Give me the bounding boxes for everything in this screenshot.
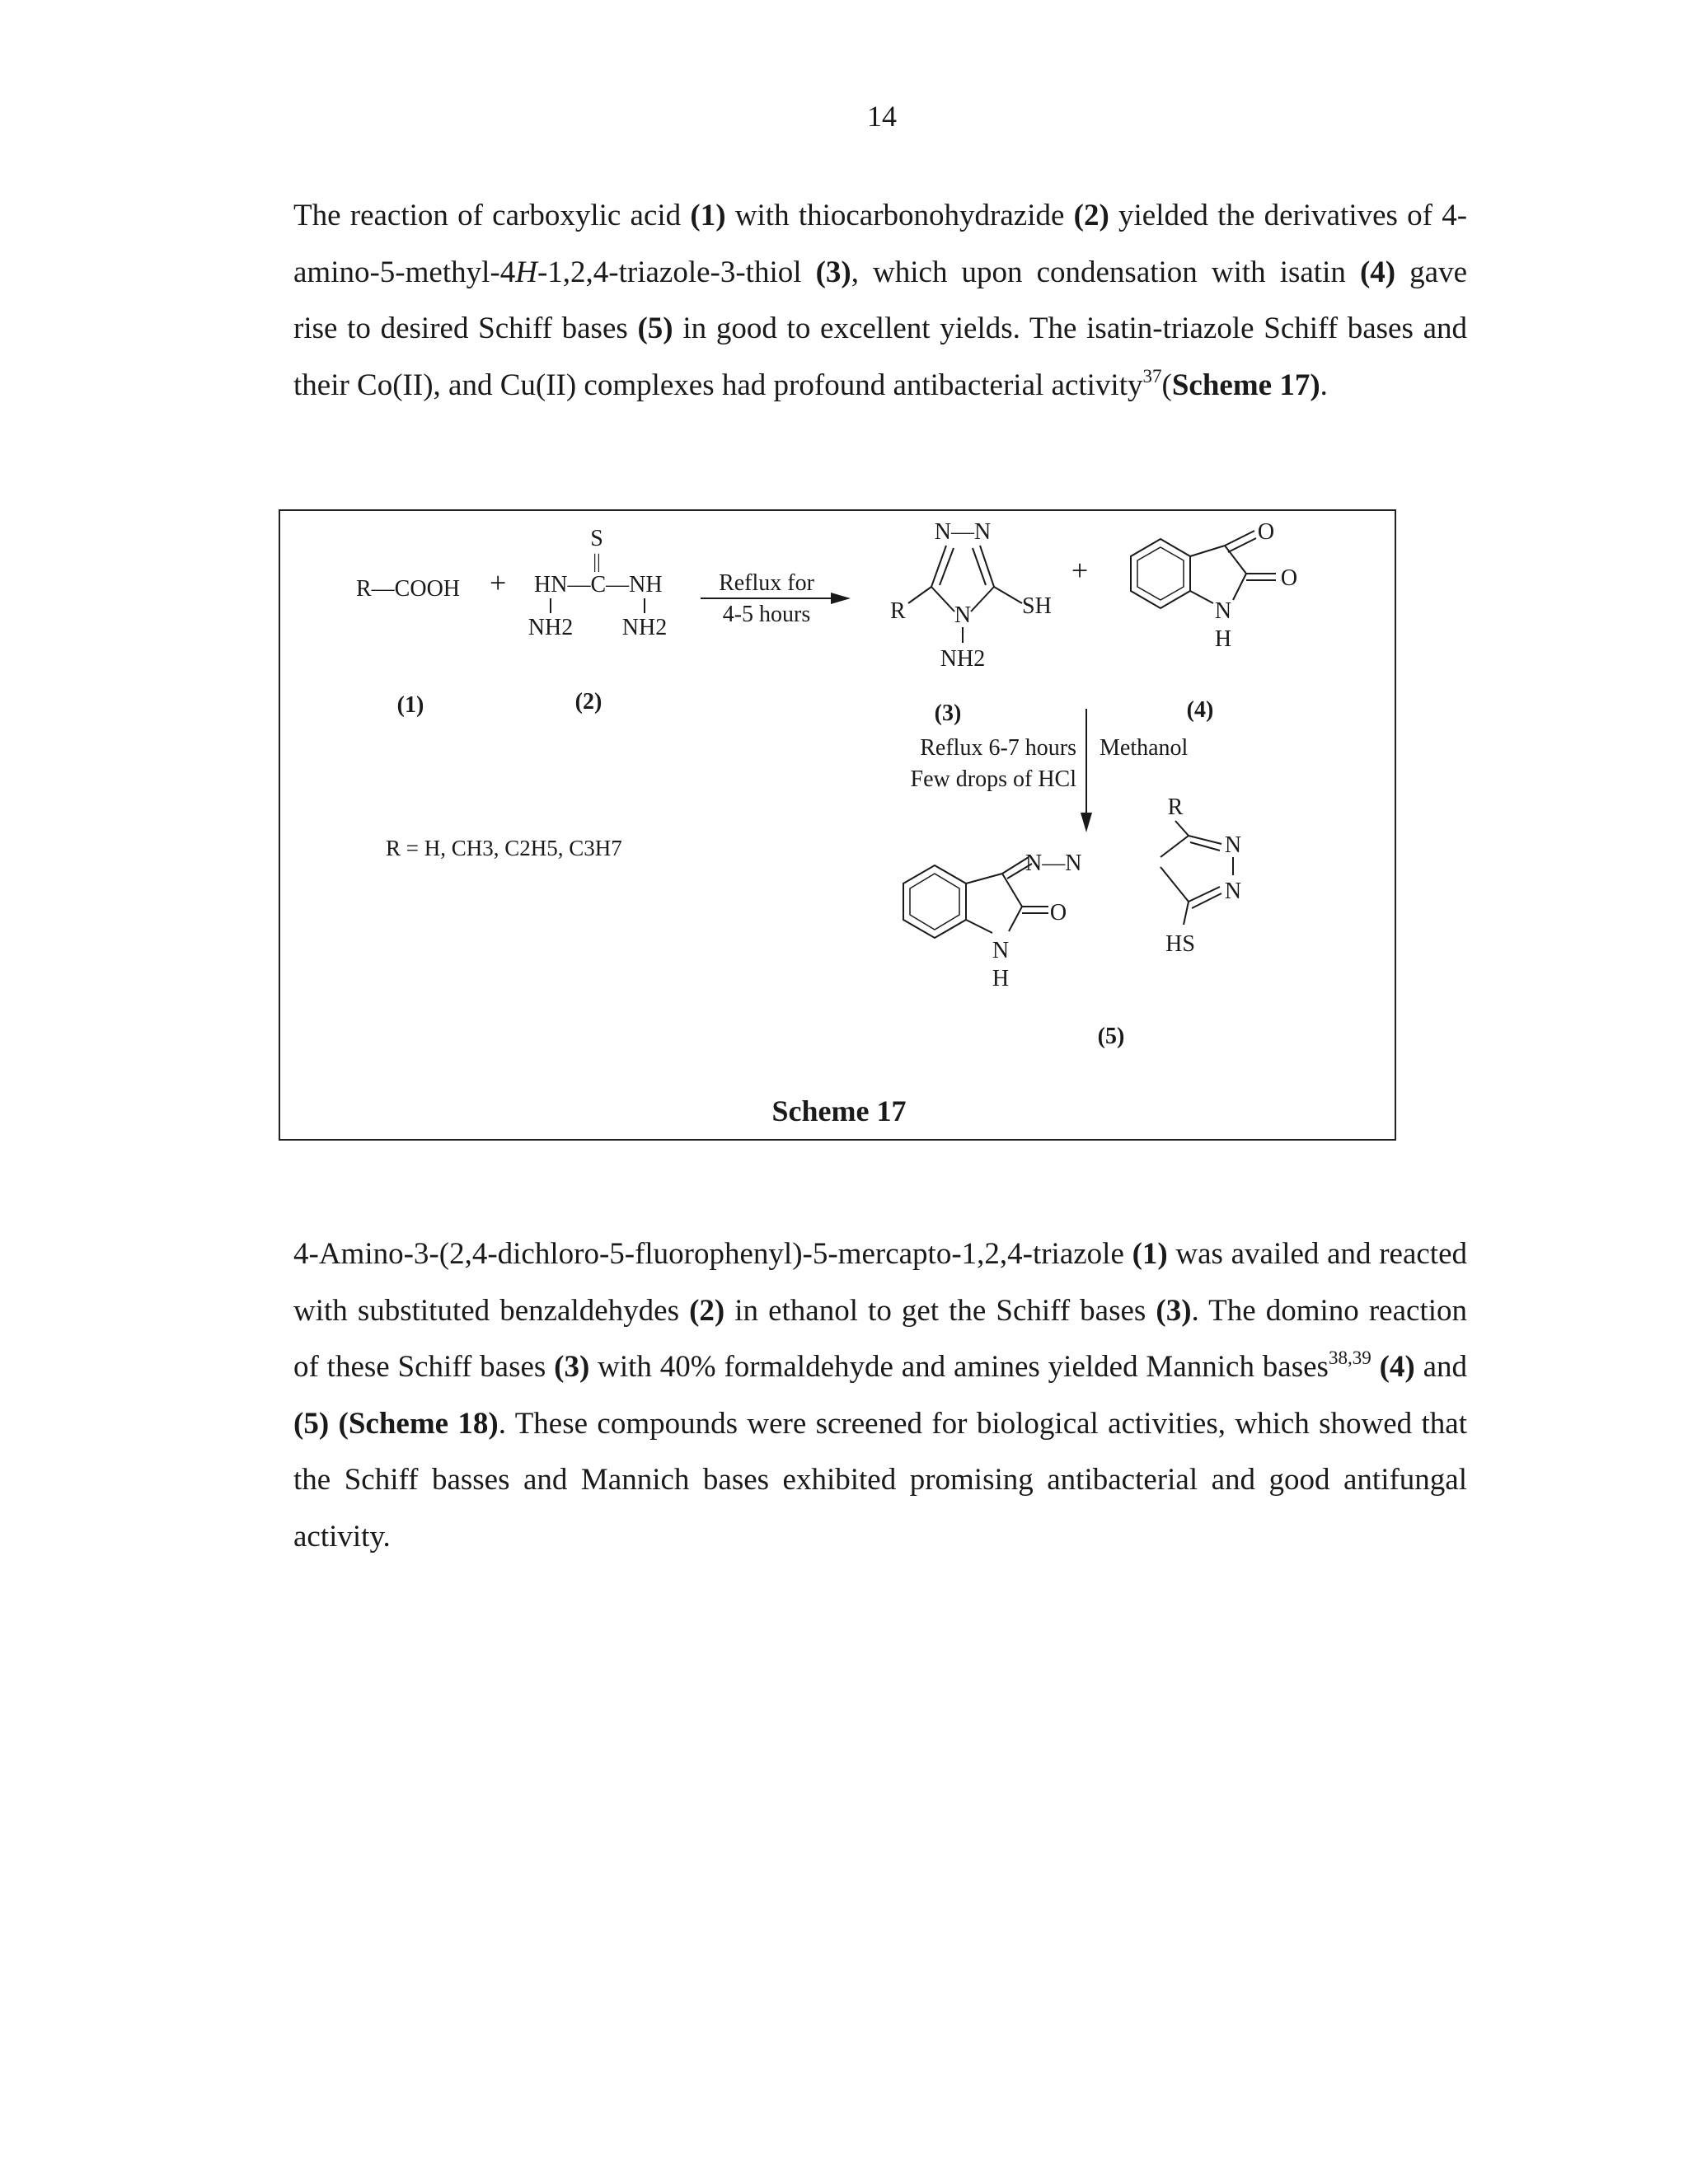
scheme-17-figure (279, 509, 1396, 1141)
benzene-inner-ring (1137, 547, 1184, 600)
substituent-r: R (890, 598, 906, 624)
condition-text: 4-5 hours (722, 602, 811, 627)
bond-line (1184, 902, 1189, 925)
text-run: gave rise to desired Schiff bases (293, 255, 1467, 345)
bond-line (1189, 887, 1220, 902)
thio-sulfur: S (590, 526, 603, 551)
bond-line (908, 587, 931, 603)
text-run: with 40% formaldehyde and amines yielded Mannich bases (589, 1350, 1329, 1384)
text-run: with thiocarbonohydrazide (725, 199, 1074, 232)
thio-chain: HN—C—NH (534, 572, 663, 598)
bond-line (1175, 821, 1189, 836)
isatin-nitrogen: N (1214, 598, 1232, 624)
condition-text: Reflux 6-7 hours (920, 735, 1076, 761)
text-run: ( (1161, 368, 1172, 402)
amine-group: NH2 (621, 615, 668, 640)
triazole-nitrogen: N (1224, 832, 1242, 858)
text-run: was availed and reacted with substituted benzaldehydes (293, 1237, 1467, 1328)
scheme-17-diagram (280, 511, 1398, 1142)
triazole-nitrogen: N (1224, 879, 1242, 904)
bond-line (1160, 867, 1189, 902)
text-run (1372, 1350, 1380, 1384)
text-run: . These compounds were screened for biological activities, which showed that the Schiff basses and Mannich bases exhibited promising antibacterial and good antifungal activity. (293, 1406, 1467, 1554)
bond-line (1233, 574, 1246, 600)
page-number: 14 (867, 100, 897, 133)
bond-line (980, 546, 994, 587)
compound-ref: (1) (1132, 1237, 1168, 1271)
compound-ref: (4) (1359, 255, 1396, 289)
condition-text: Reflux for (719, 570, 814, 596)
scheme-ref: (Scheme 18) (338, 1406, 499, 1441)
amine-group: NH2 (940, 646, 986, 672)
text-run (329, 1407, 338, 1441)
bond-line (1228, 538, 1256, 552)
arrow-head (1081, 813, 1092, 832)
bond-line (940, 548, 954, 585)
compound-ref: (3) (1156, 1293, 1192, 1328)
text-run: in good to excellent yields. The isatin-triazole Schiff bases and their Co(II), and Cu(II) complexes had profound antibacterial activity (293, 312, 1467, 402)
text-run: 4-Amino-3-(2,4-dichloro-5-fluorophenyl)-5-mercapto-1,2,4-triazole (293, 1237, 1132, 1271)
bond-line (1009, 907, 1022, 931)
bond-line (1190, 591, 1213, 603)
bond-line (1192, 893, 1221, 908)
carbonyl-oxygen: O (1280, 565, 1298, 591)
compound-ref: (3) (815, 255, 851, 289)
citation-ref: 38,39 (1328, 1347, 1372, 1368)
text-run: . (1320, 368, 1328, 402)
compound-label-5: (5) (1097, 1024, 1125, 1049)
product-hydrogen: H (992, 966, 1010, 991)
carbonyl-oxygen: O (1049, 900, 1067, 926)
compound-label-4: (4) (1186, 697, 1214, 723)
bond-line (1225, 531, 1254, 546)
imine-link: N—N (1025, 851, 1082, 876)
plus-sign: + (1071, 554, 1089, 587)
bond-line (966, 874, 1002, 883)
bond-line (994, 587, 1022, 603)
text-run: The reaction of carboxylic acid (293, 199, 691, 232)
paragraph-scheme-18 (293, 1226, 1467, 1565)
text-run: , which upon condensation with isatin (851, 255, 1360, 289)
benzene-ring (1131, 539, 1190, 608)
carboxylic-acid: R—COOH (356, 576, 461, 602)
compound-ref: (3) (554, 1350, 590, 1384)
bond-line (1190, 842, 1220, 851)
text-run: in ethanol to get the Schiff bases (724, 1293, 1156, 1328)
bond-line (1190, 546, 1225, 556)
bond-line (966, 920, 992, 933)
bond-line (1160, 836, 1189, 857)
text-run: -1,2,4-triazole-3-thiol (537, 255, 816, 289)
citation-ref: 37 (1142, 365, 1162, 387)
benzene-ring (903, 865, 966, 938)
condition-text: Few drops of HCl (910, 766, 1076, 792)
paragraph-scheme-17 (293, 188, 1467, 414)
product-nitrogen: N (992, 938, 1010, 963)
text-run: yielded the derivatives of 4-amino-5-methyl-4 (293, 199, 1468, 289)
bond-line (971, 587, 994, 612)
bond-line (973, 548, 986, 585)
compound-ref: (5) (637, 312, 673, 345)
thio-double-bond: || (593, 551, 601, 573)
compound-ref: (2) (1073, 199, 1109, 232)
compound-ref: (2) (689, 1293, 725, 1328)
condition-text: Methanol (1100, 735, 1189, 761)
thiol-group: HS (1165, 931, 1195, 957)
scheme-ref: Scheme 17) (1171, 368, 1320, 402)
benzene-inner-ring (910, 874, 959, 930)
amine-group: NH2 (528, 615, 574, 640)
bond-line (931, 587, 954, 612)
carbonyl-oxygen: O (1257, 519, 1275, 545)
compound-ref: (5) (293, 1406, 330, 1441)
bond-line (1002, 874, 1022, 907)
bond-line (931, 546, 946, 587)
triazole-nitrogen: N (954, 602, 972, 628)
italic-text: H (515, 255, 537, 289)
compound-ref: (4) (1379, 1350, 1415, 1384)
thiol-group: SH (1022, 593, 1052, 619)
triazole-nn: N—N (934, 519, 992, 545)
plus-sign: + (490, 566, 507, 599)
scheme-caption: Scheme 17 (771, 1094, 907, 1127)
compound-ref: (1) (690, 199, 726, 232)
text-run: and (1414, 1350, 1467, 1384)
compound-label-2: (2) (574, 689, 603, 715)
arrow-head (831, 593, 851, 604)
text-run: . The domino reaction of these Schiff bases (293, 1293, 1468, 1384)
substituent-r: R (1167, 794, 1184, 820)
compound-label-1: (1) (396, 692, 424, 718)
compound-label-3: (3) (934, 701, 962, 726)
isatin-hydrogen: H (1214, 626, 1232, 652)
bond-line (1225, 546, 1246, 574)
r-group-definition: R = H, CH3, C2H5, C3H7 (386, 836, 622, 860)
